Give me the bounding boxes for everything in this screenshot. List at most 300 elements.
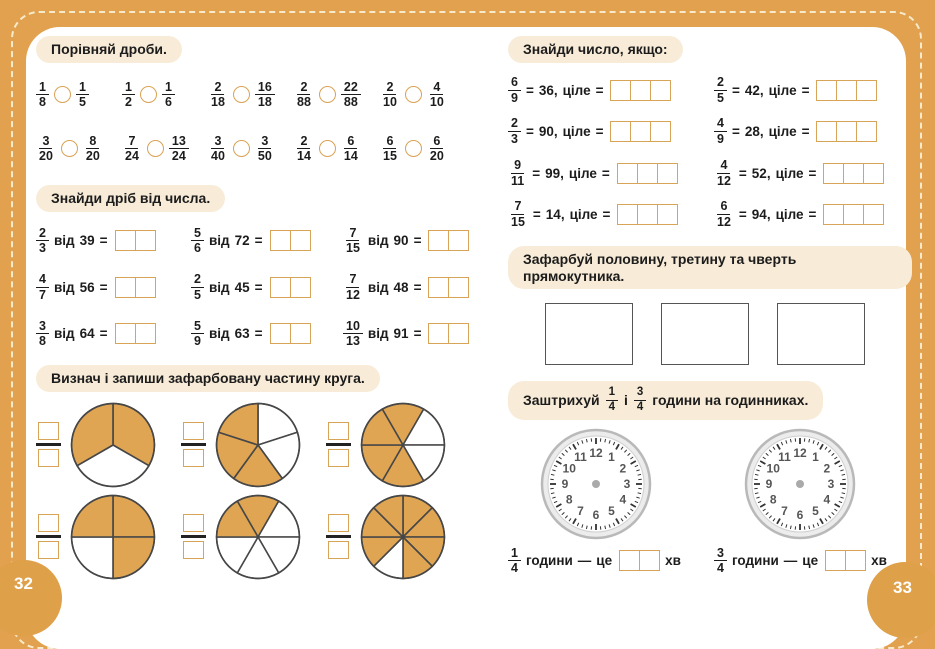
comparison-answer-circle[interactable] [405, 140, 422, 157]
fraction-numerator: 3 [36, 319, 49, 335]
answer-cell[interactable] [837, 121, 857, 142]
fraction [162, 80, 175, 111]
given-value: 42, [745, 83, 764, 98]
fraction-denominator: 14 [341, 149, 361, 164]
answer-cell[interactable] [428, 323, 449, 344]
fraction-numerator: 3 [211, 134, 224, 150]
fraction-bar [181, 535, 206, 538]
fraction-denominator: 6 [162, 95, 175, 110]
svg-text:7: 7 [577, 503, 584, 517]
compare-pair [294, 75, 380, 115]
fraction-of-number-item [343, 226, 469, 257]
fraction [343, 226, 363, 257]
answer-box[interactable] [823, 163, 884, 184]
fraction-denominator: 20 [36, 149, 56, 164]
fraction-of-number-grid [36, 226, 466, 350]
compare-pair [122, 129, 208, 169]
fraction-denominator: 6 [191, 241, 204, 256]
fraction [508, 75, 521, 106]
answer-cell[interactable] [631, 121, 651, 142]
answer-cell[interactable] [816, 121, 837, 142]
word-of: від [209, 233, 230, 248]
given-number: 91 [394, 326, 409, 341]
fraction [427, 134, 447, 165]
clock-face[interactable] [540, 428, 652, 540]
section-title-find-whole [508, 36, 683, 63]
given-number: 48 [394, 280, 409, 295]
find-whole-item [714, 75, 912, 106]
find-whole-item [508, 75, 714, 106]
answer-cell[interactable] [617, 163, 638, 184]
answer-box[interactable] [823, 204, 884, 225]
answer-box[interactable] [816, 121, 877, 142]
answer-cell[interactable] [640, 550, 660, 571]
equals-sign: = [526, 124, 534, 139]
fraction-bar [326, 535, 351, 538]
minutes-row [508, 546, 912, 577]
fraction-denominator: 88 [294, 95, 314, 110]
comparison-answer-circle[interactable] [405, 86, 422, 103]
fraction [294, 80, 314, 111]
fraction-numerator: 2 [714, 75, 727, 91]
given-value: 90, [539, 124, 558, 139]
fraction-answer-box[interactable] [36, 514, 61, 559]
answer-box[interactable] [428, 323, 469, 344]
clocks-row [540, 428, 912, 540]
clock-title-prefix: Заштрихуй [523, 392, 600, 409]
given-value: 99, [545, 166, 564, 181]
answer-cell[interactable] [864, 204, 884, 225]
comparison-answer-circle[interactable] [319, 86, 336, 103]
fraction-numerator: 6 [430, 134, 443, 150]
answer-cell[interactable] [658, 204, 678, 225]
fraction-denominator: 4 [634, 401, 646, 415]
svg-text:9: 9 [562, 477, 569, 491]
fraction-numerator: 6 [508, 75, 521, 91]
answer-box[interactable] [617, 163, 678, 184]
answer-box[interactable] [610, 121, 671, 142]
answer-cell[interactable] [449, 230, 469, 251]
rectangle-to-color[interactable] [661, 303, 749, 365]
fraction-denominator: 8 [36, 95, 49, 110]
fraction [714, 158, 734, 189]
answer-cell[interactable] [825, 550, 846, 571]
fraction-denominator: 10 [427, 95, 447, 110]
fraction [508, 546, 521, 577]
fraction-of-number-item [343, 272, 469, 303]
given-number: 56 [80, 280, 95, 295]
answer-cell[interactable] [610, 121, 631, 142]
answer-box[interactable] [115, 230, 156, 251]
fraction-denominator: 13 [343, 334, 363, 349]
page-number: 33 [893, 578, 912, 598]
fraction-answer-box[interactable] [326, 514, 351, 559]
svg-text:4: 4 [619, 492, 626, 506]
comparison-answer-circle[interactable] [233, 140, 250, 157]
fraction-numerator: 2 [191, 272, 204, 288]
answer-cell[interactable] [857, 121, 877, 142]
answer-cell[interactable] [658, 163, 678, 184]
fraction-answer-box[interactable] [326, 422, 351, 467]
fraction-denominator: 12 [343, 288, 363, 303]
fraction-denominator: 3 [508, 132, 521, 147]
fraction-of-number-item [343, 319, 469, 350]
word-whole: ціле [570, 207, 598, 222]
word-of: від [368, 233, 389, 248]
answer-cell[interactable] [136, 323, 156, 344]
word-of: від [54, 326, 75, 341]
fraction-denominator: 20 [83, 149, 103, 164]
fraction-denominator: 40 [208, 149, 228, 164]
fraction [341, 80, 361, 111]
fraction [714, 116, 727, 147]
given-number: 45 [235, 280, 250, 295]
svg-text:4: 4 [823, 492, 830, 506]
equals-sign: = [255, 280, 263, 295]
equals-sign: = [809, 166, 817, 181]
answer-box[interactable] [619, 550, 660, 571]
svg-text:8: 8 [770, 492, 777, 506]
given-number: 63 [235, 326, 250, 341]
comparison-answer-circle[interactable] [147, 140, 164, 157]
shaded-circle-item [326, 402, 466, 488]
compare-pair [380, 75, 466, 115]
fraction-denominator: 15 [380, 149, 400, 164]
fraction-denominator: 24 [169, 149, 189, 164]
fraction-numerator: 2 [36, 226, 49, 242]
fraction [714, 75, 727, 106]
answer-cell[interactable] [291, 230, 311, 251]
fraction [508, 158, 527, 189]
word-of: від [209, 280, 230, 295]
answer-cell[interactable] [136, 277, 156, 298]
page-32 [36, 36, 466, 580]
comparison-answer-circle[interactable] [61, 140, 78, 157]
fraction-numerator: 2 [297, 80, 310, 96]
word-hours: години [732, 553, 779, 568]
shaded-circle-item [181, 494, 326, 580]
equals-sign: = [596, 83, 604, 98]
word-minutes: хв [871, 553, 887, 568]
find-whole-item [508, 158, 714, 189]
find-whole-grid [508, 75, 912, 230]
fraction [122, 134, 142, 165]
numerator-cell[interactable] [183, 422, 204, 440]
fraction-denominator: 14 [294, 149, 314, 164]
section-title-color-rect [508, 246, 912, 290]
svg-text:11: 11 [778, 450, 791, 464]
pie-circle [70, 494, 156, 580]
svg-text:2: 2 [619, 461, 626, 475]
answer-box[interactable] [270, 277, 311, 298]
answer-cell[interactable] [844, 163, 864, 184]
fraction-denominator: 15 [508, 215, 528, 230]
answer-cell[interactable] [291, 277, 311, 298]
fraction-numerator: 9 [511, 158, 524, 174]
comparison-answer-circle[interactable] [140, 86, 157, 103]
fraction [169, 134, 189, 165]
answer-cell[interactable] [115, 323, 136, 344]
fraction-denominator: 24 [122, 149, 142, 164]
rectangle-to-color[interactable] [777, 303, 865, 365]
numerator-cell[interactable] [328, 422, 349, 440]
answer-cell[interactable] [270, 277, 291, 298]
answer-cell[interactable] [619, 550, 640, 571]
answer-box[interactable] [825, 550, 866, 571]
fraction [255, 134, 275, 165]
word-of: від [368, 326, 389, 341]
numerator-cell[interactable] [38, 422, 59, 440]
answer-cell[interactable] [638, 204, 658, 225]
answer-cell[interactable] [136, 230, 156, 251]
equals-sign: = [526, 83, 534, 98]
denominator-cell[interactable] [38, 541, 59, 559]
fraction-numerator: 22 [341, 80, 361, 96]
denominator-cell[interactable] [183, 449, 204, 467]
find-whole-item [714, 116, 912, 147]
answer-cell[interactable] [651, 80, 671, 101]
fraction-numerator: 16 [255, 80, 275, 96]
fraction-numerator: 10 [343, 319, 363, 335]
numerator-cell[interactable] [328, 514, 349, 532]
answer-cell[interactable] [428, 277, 449, 298]
shaded-circle-item [36, 402, 181, 488]
find-whole-item [714, 158, 912, 189]
compare-pair [208, 129, 294, 169]
fraction-numerator: 1 [606, 386, 618, 401]
equals-sign: = [603, 207, 611, 222]
answer-box[interactable] [115, 277, 156, 298]
numerator-cell[interactable] [38, 514, 59, 532]
fraction-numerator: 3 [258, 134, 271, 150]
clock-title-suffix: години на годинниках. [652, 392, 808, 409]
answer-box[interactable] [428, 230, 469, 251]
equals-sign: = [100, 326, 108, 341]
word-this-is: це [802, 553, 818, 568]
fraction-numerator: 7 [125, 134, 138, 150]
answer-cell[interactable] [291, 323, 311, 344]
pie-circle [360, 402, 446, 488]
fraction-denominator: 12 [714, 174, 734, 189]
clock-face[interactable] [744, 428, 856, 540]
answer-cell[interactable] [428, 230, 449, 251]
given-number: 90 [394, 233, 409, 248]
word-and: і [624, 392, 628, 409]
fraction [380, 80, 400, 111]
answer-cell[interactable] [449, 323, 469, 344]
section-title-text: Порівняй дроби. [51, 41, 167, 57]
svg-text:6: 6 [593, 508, 600, 522]
svg-text:5: 5 [812, 503, 819, 517]
answer-cell[interactable] [846, 550, 866, 571]
numerator-cell[interactable] [183, 514, 204, 532]
fraction-denominator: 4 [714, 561, 727, 576]
fraction-numerator: 4 [717, 158, 730, 174]
comparison-answer-circle[interactable] [233, 86, 250, 103]
answer-cell[interactable] [651, 121, 671, 142]
svg-text:7: 7 [781, 503, 788, 517]
answer-box[interactable] [115, 323, 156, 344]
fraction [36, 134, 56, 165]
fraction-numerator: 4 [430, 80, 443, 96]
answer-cell[interactable] [864, 163, 884, 184]
answer-cell[interactable] [115, 277, 136, 298]
section-title-text: Знайди дріб від числа. [51, 190, 210, 206]
answer-cell[interactable] [617, 204, 638, 225]
fraction-of-number-item [191, 226, 343, 257]
fraction [36, 272, 49, 303]
equals-sign: = [532, 166, 540, 181]
equals-sign: = [255, 233, 263, 248]
svg-text:6: 6 [797, 508, 804, 522]
dash: — [578, 553, 592, 568]
word-whole: ціле [769, 124, 797, 139]
fraction-numerator: 7 [511, 199, 524, 215]
fraction-answer-box[interactable] [181, 422, 206, 467]
answer-box[interactable] [270, 230, 311, 251]
svg-text:9: 9 [766, 477, 773, 491]
svg-text:3: 3 [624, 477, 631, 491]
find-whole-item [714, 199, 912, 230]
compare-pair [294, 129, 380, 169]
answer-cell[interactable] [270, 323, 291, 344]
given-number: 72 [235, 233, 250, 248]
equals-sign: = [533, 207, 541, 222]
given-value: 52, [752, 166, 771, 181]
fraction-numerator: 3 [39, 134, 52, 150]
compare-pair [122, 75, 208, 115]
fraction [122, 80, 135, 111]
equals-sign: = [255, 326, 263, 341]
fraction-denominator: 8 [36, 334, 49, 349]
word-whole: ціле [563, 124, 591, 139]
answer-cell[interactable] [816, 80, 837, 101]
answer-box[interactable] [816, 80, 877, 101]
word-of: від [368, 280, 389, 295]
rectangle-to-color[interactable] [545, 303, 633, 365]
answer-cell[interactable] [823, 204, 844, 225]
fraction-numerator: 1 [508, 546, 521, 562]
answer-cell[interactable] [837, 80, 857, 101]
svg-text:1: 1 [812, 450, 819, 464]
fraction [208, 134, 228, 165]
comparison-answer-circle[interactable] [319, 140, 336, 157]
equals-sign: = [809, 207, 817, 222]
fraction [343, 319, 363, 350]
pie-circle [70, 402, 156, 488]
fraction [714, 199, 734, 230]
fraction-bar [326, 443, 351, 446]
answer-cell[interactable] [610, 80, 631, 101]
minutes-item [508, 546, 714, 577]
word-of: від [54, 233, 75, 248]
fraction [83, 134, 103, 165]
compare-pair [380, 129, 466, 169]
word-whole: ціле [563, 83, 591, 98]
fraction [508, 199, 528, 230]
answer-cell[interactable] [631, 80, 651, 101]
fraction-numerator: 2 [297, 134, 310, 150]
fraction-bar [36, 443, 61, 446]
answer-box[interactable] [270, 323, 311, 344]
fraction [191, 319, 204, 350]
fraction-numerator: 5 [191, 226, 204, 242]
equals-sign: = [739, 166, 747, 181]
answer-box[interactable] [610, 80, 671, 101]
fraction [191, 226, 204, 257]
given-value: 94, [752, 207, 771, 222]
answer-cell[interactable] [270, 230, 291, 251]
fraction-denominator: 18 [208, 95, 228, 110]
compare-pair [208, 75, 294, 115]
svg-text:12: 12 [589, 446, 603, 460]
equals-sign: = [802, 83, 810, 98]
svg-text:1: 1 [608, 450, 615, 464]
equals-sign: = [414, 326, 422, 341]
denominator-cell[interactable] [38, 449, 59, 467]
shaded-circle-item [181, 402, 326, 488]
denominator-cell[interactable] [328, 449, 349, 467]
fraction [714, 546, 727, 577]
word-of: від [209, 326, 230, 341]
given-value: 28, [745, 124, 764, 139]
fraction-of-number-item [36, 319, 191, 350]
equals-sign: = [602, 166, 610, 181]
equals-sign: = [100, 233, 108, 248]
comparison-answer-circle[interactable] [54, 86, 71, 103]
equals-sign: = [414, 233, 422, 248]
fraction-of-number-item [191, 272, 343, 303]
denominator-cell[interactable] [328, 541, 349, 559]
pie-circle [215, 402, 301, 488]
fraction-numerator: 3 [714, 546, 727, 562]
equals-sign: = [100, 280, 108, 295]
answer-cell[interactable] [857, 80, 877, 101]
fraction-numerator: 1 [122, 80, 135, 96]
equals-sign: = [732, 83, 740, 98]
fraction [191, 272, 204, 303]
answer-box[interactable] [617, 204, 678, 225]
pie-circle [360, 494, 446, 580]
answer-cell[interactable] [823, 163, 844, 184]
word-whole: ціле [776, 207, 804, 222]
given-value: 36, [539, 83, 558, 98]
page-33 [508, 36, 912, 576]
section-title-text: Зафарбуй половину, третину та чверть прямокутника. [523, 251, 796, 284]
answer-cell[interactable] [844, 204, 864, 225]
given-value: 14, [546, 207, 565, 222]
compare-pair [36, 75, 122, 115]
fraction-denominator: 12 [714, 215, 734, 230]
answer-cell[interactable] [115, 230, 136, 251]
answer-box[interactable] [428, 277, 469, 298]
given-number: 39 [80, 233, 95, 248]
compare-fractions-grid [36, 75, 466, 169]
answer-cell[interactable] [638, 163, 658, 184]
fraction-answer-box[interactable] [36, 422, 61, 467]
fraction-numerator: 2 [211, 80, 224, 96]
section-title-text: Знайди число, якщо: [523, 41, 668, 57]
page-number-badge [867, 562, 935, 638]
fraction-answer-box[interactable] [181, 514, 206, 559]
section-title-fraction-of [36, 185, 225, 212]
answer-cell[interactable] [449, 277, 469, 298]
fraction [606, 386, 618, 414]
fraction-numerator: 6 [383, 134, 396, 150]
find-whole-item [508, 116, 714, 147]
denominator-cell[interactable] [183, 541, 204, 559]
fraction [294, 134, 314, 165]
